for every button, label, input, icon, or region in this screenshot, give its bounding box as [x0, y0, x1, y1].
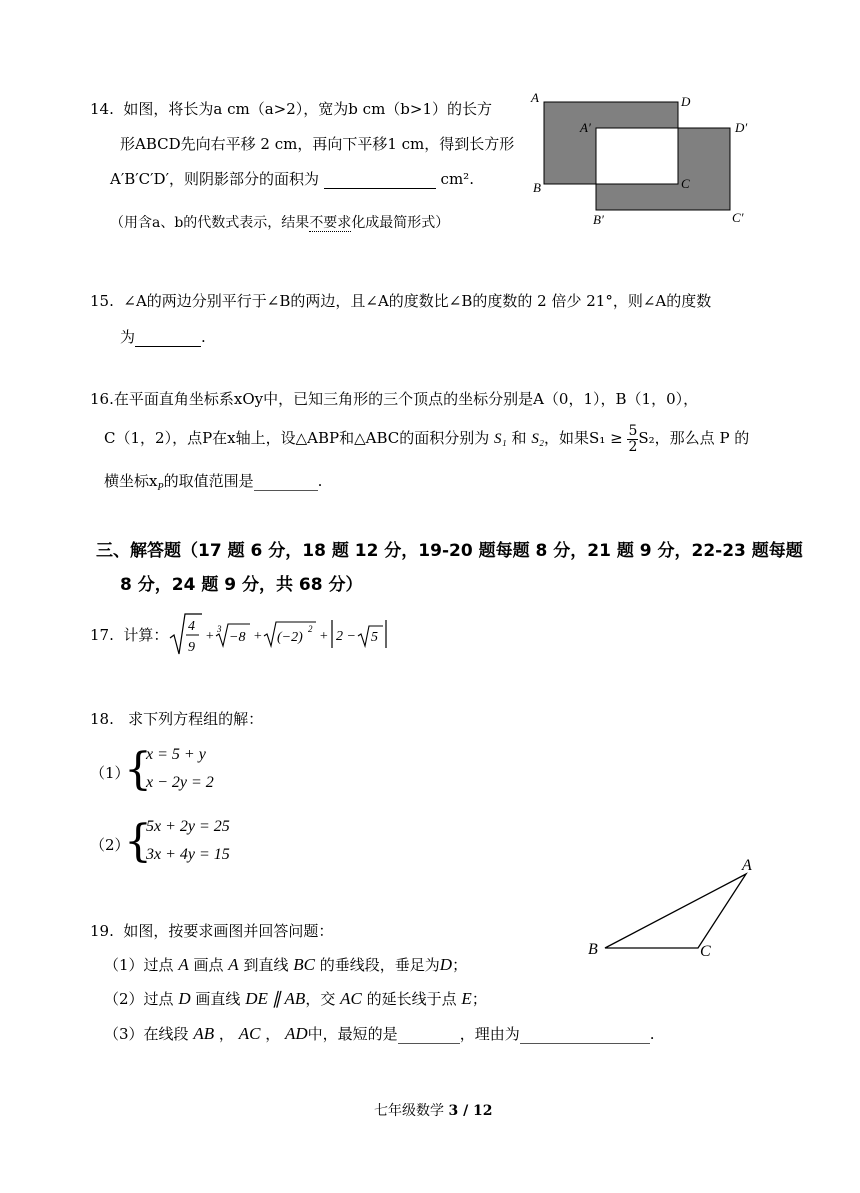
q14-line1 — [90, 98, 492, 119]
label-A: A — [531, 90, 539, 105]
q14-note — [110, 212, 449, 232]
q16-text-line3b: 的取值范围是 — [163, 472, 254, 490]
q17-expression — [168, 608, 398, 660]
q16-answer-blank[interactable] — [254, 472, 318, 491]
q14-note-emphasis: 不要求 — [309, 215, 352, 231]
q18-text: 求下列方程组的解： — [128, 710, 264, 728]
footer-subject: 七年级数学 — [374, 1103, 444, 1119]
q16-text-line2c: S₂，那么点 P 的 — [638, 429, 750, 447]
q19-s2-AC: AC — [340, 989, 362, 1008]
plus-2: + — [253, 629, 263, 644]
label-B: B — [533, 180, 541, 195]
q19-s3-c: ，理由为 — [459, 1025, 520, 1043]
q18-part2-brace: { — [124, 816, 152, 867]
q14-period: . — [469, 170, 474, 188]
q19-s2-d: 的延长线于点 — [366, 990, 457, 1008]
q18-number: 18. — [90, 710, 114, 728]
q19-triangle-figure — [580, 852, 770, 962]
q15-answer-blank[interactable] — [135, 328, 201, 347]
q19-s3-a: （3）在线段 — [104, 1025, 189, 1043]
q16-line1 — [90, 388, 698, 409]
q14-line3 — [110, 168, 474, 189]
overlap-region — [596, 128, 678, 184]
q15-line2 — [120, 326, 206, 347]
triangle-abc — [605, 874, 746, 948]
q16-text-line1: 在平面直角坐标系xOy中，已知三角形的三个顶点的坐标分别是A（0，1），B（1，0）， — [113, 390, 699, 408]
q16-text-line2a: C（1，2），点P在x轴上，设△ABP和△ABC的面积分别为 — [104, 429, 490, 447]
plus-3: + — [319, 629, 329, 644]
q14-note-b: 化成最简形式） — [351, 215, 450, 231]
q16-period: . — [317, 472, 323, 490]
q19-s2-b: 画直线 — [195, 990, 241, 1008]
q17-number: 17. — [90, 626, 114, 644]
q15-text-line2: 为 — [120, 328, 136, 346]
q18-part2-eq1: 5x + 2y = 25 — [146, 818, 230, 835]
q19-s3-AB: AB — [193, 1024, 215, 1043]
label-B1: B′ — [593, 212, 604, 227]
q19-text: 如图，按要求画图并回答问题： — [123, 922, 334, 940]
q19-s2-c: ，交 — [305, 990, 336, 1008]
q19-s3-b: 中，最短的是 — [307, 1025, 398, 1043]
label-C: C — [700, 943, 711, 960]
q14-text-line3: A′B′C′D′，则阴影部分的面积为 — [110, 170, 319, 188]
q14-text-line1: 如图，将长为a cm（a>2），宽为b cm（b>1）的长方 — [123, 100, 493, 118]
label-B: B — [588, 941, 598, 958]
q19-number: 19. — [90, 922, 114, 940]
q16-subscript: P — [157, 482, 164, 493]
q18-part1-brace: { — [124, 744, 152, 795]
sqrt2-sup: 2 — [308, 624, 313, 634]
q19-s2-D: D — [178, 989, 191, 1008]
section-3-heading-line2: 8 分，24 题 9 分，共 68 分） — [120, 575, 363, 595]
q19-s3-comma2: ， — [265, 1025, 281, 1043]
abs-sqrt-body: 5 — [371, 630, 378, 645]
section-3-heading-line1: 三、解答题（17 题 6 分，18 题 12 分，19-20 题每题 8 分，21 题 9 分，22-23 题每题 — [96, 541, 803, 561]
q19-reason-blank[interactable] — [520, 1025, 650, 1044]
q19-header — [90, 920, 333, 941]
label-D1: D′ — [735, 120, 748, 135]
label-C1: C′ — [732, 210, 744, 225]
q16-text-line2b: ，如果S₁ ≥ — [544, 429, 623, 447]
q16-text-line3a: 横坐标x — [104, 472, 158, 490]
q19-s3-AD: AD — [285, 1024, 308, 1043]
q19-s1-e: ； — [452, 956, 468, 974]
q19-s1-d: 的垂线段，垂足为 — [319, 956, 440, 974]
cube-index: 3 — [217, 624, 222, 634]
q16-frac-num: 5 — [628, 422, 638, 439]
q15-line1 — [90, 290, 711, 311]
q19-s1-BC: BC — [293, 955, 315, 974]
q15-period: . — [201, 328, 206, 346]
q19-s2-e: ； — [471, 990, 487, 1008]
q16-fraction — [627, 424, 638, 455]
q19-s1-D: D — [439, 955, 453, 974]
q16-line2 — [104, 423, 749, 455]
q19-step1 — [104, 954, 467, 975]
q19-s3-AC: AC — [238, 1024, 261, 1043]
q16-and: 和 — [511, 429, 527, 447]
q19-s2-a: （2）过点 — [104, 990, 174, 1008]
label-C: C — [681, 176, 690, 191]
q18-part2-label: （2） — [90, 836, 130, 854]
q19-step2 — [104, 988, 487, 1009]
q17-label — [90, 624, 168, 645]
label-A1: A′ — [580, 120, 591, 135]
q19-step3 — [104, 1023, 654, 1044]
q19-s1-b: 画点 — [193, 956, 224, 974]
sqrt2-body: (−2) — [277, 630, 303, 645]
q19-s1-a: （1）过点 — [104, 956, 174, 974]
q16-line3 — [104, 470, 322, 493]
footer-page-number: 3 / 12 — [448, 1103, 493, 1119]
q18-part2-eq2: 3x + 4y = 15 — [146, 846, 230, 863]
q19-s2-DE: DE ∥ AB — [245, 989, 306, 1008]
frac-num: 4 — [188, 619, 195, 634]
q16-s1: S₁ — [494, 431, 507, 447]
q16-frac-den: 2 — [628, 438, 638, 455]
q19-s1-c: 到直线 — [243, 956, 289, 974]
label-D: D — [681, 94, 691, 109]
q18-part1-label: （1） — [90, 764, 130, 782]
q16-number: 16. — [90, 390, 114, 408]
plus-1: + — [205, 629, 215, 644]
q19-shortest-blank[interactable] — [398, 1025, 460, 1044]
q19-s2-E: E — [461, 989, 472, 1008]
q16-s2: S₂ — [531, 431, 545, 447]
q19-s1-A2: A — [228, 955, 239, 974]
radical-sign-1 — [170, 614, 202, 654]
q14-line2: 形ABCD先向右平移 2 cm，再向下平移1 cm，得到长方形 — [120, 135, 515, 153]
abs-body: 2 − — [336, 629, 356, 644]
q18-part1-eq1: x = 5 + y — [146, 746, 206, 763]
q15-number: 15. — [90, 292, 114, 310]
q18-header — [90, 708, 263, 729]
page-footer — [374, 1100, 493, 1120]
q17-text: 计算： — [123, 626, 169, 644]
q19-period: . — [649, 1025, 655, 1043]
q14-answer-blank[interactable] — [324, 170, 436, 189]
label-A: A — [742, 857, 752, 874]
q14-rectangle-figure — [528, 88, 760, 230]
q14-unit: cm² — [440, 170, 470, 188]
q18-part1-eq2: x − 2y = 2 — [146, 774, 214, 791]
q19-s3-comma1: ， — [218, 1025, 234, 1043]
q14-note-a: （用含a、b的代数式表示，结果 — [110, 215, 310, 231]
frac-den: 9 — [188, 640, 195, 655]
cube-body: −8 — [229, 630, 246, 645]
q19-s1-A1: A — [178, 955, 189, 974]
q15-text-line1: ∠A的两边分别平行于∠B的两边，且∠A的度数比∠B的度数的 2 倍少 21°，则∠A的度数 — [123, 292, 712, 310]
q14-number: 14. — [90, 100, 114, 118]
